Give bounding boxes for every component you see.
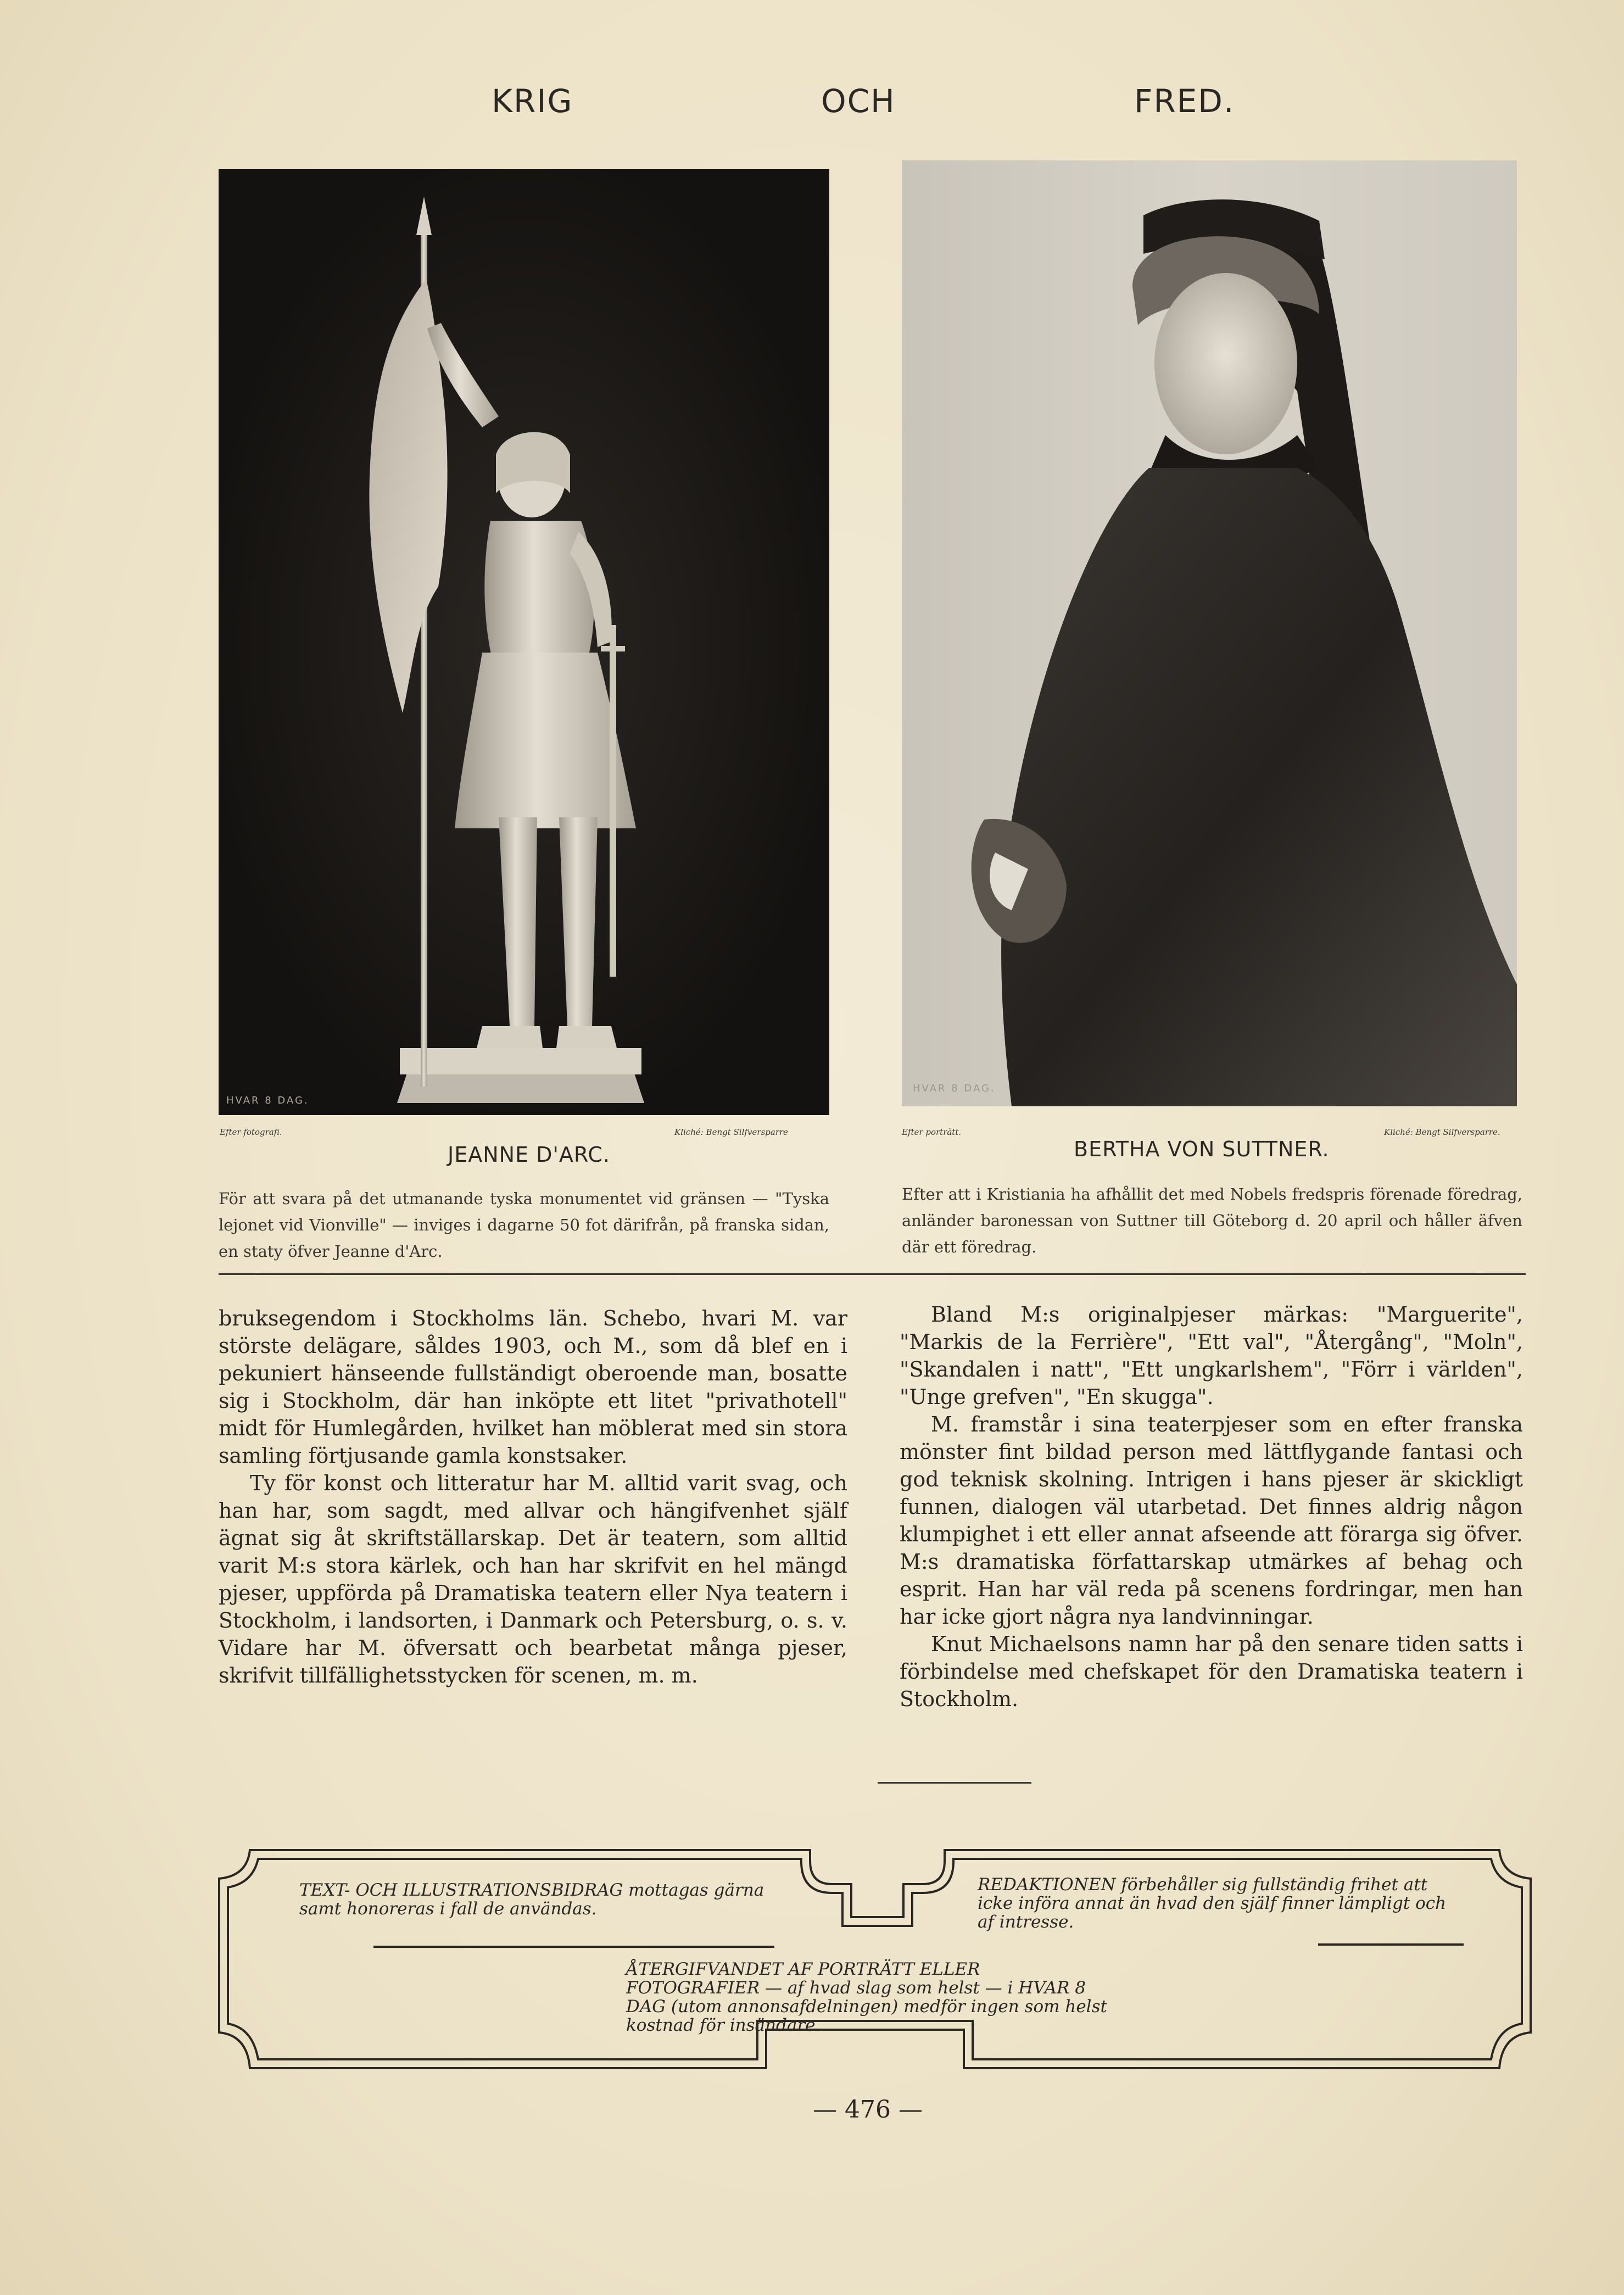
end-rule	[878, 1782, 1031, 1784]
right-caption-title: BERTHA VON SUTTNER.	[1074, 1137, 1330, 1161]
right-paragraph-2: M. framstår i sina teaterpjeser som en efter franska mönster fint bildad person med lättflygande fantasi och god teknisk skolning. Intrigen i hans pjeser är skickligt funnen, dialogen väl utarbetad. Det finnes aldrig någon klumpighet i ett eller annat afseende att förarga sig öfver. M:s dramatiska författarskap utmärkes af behag och esprit. Han har väl reda på scenens fordringar, men han har icke gjort några nya landvinningar.	[900, 1412, 1523, 1629]
left-photo-credit: Efter fotografi.	[220, 1127, 282, 1137]
header-krig: KRIG	[492, 82, 573, 120]
header-och: OCH	[821, 82, 896, 120]
right-paragraph-1: Bland M:s originalpjeser märkas: "Marguerite", "Markis de la Ferrière", "Ett val", "Återgång", "Moln", "Skandalen i natt", "Ett ungkarlshem", "Förr i världen", "Unge grefven", "En skugga".	[900, 1302, 1523, 1409]
section-divider	[219, 1273, 1526, 1275]
right-text-column	[900, 1301, 1523, 1713]
left-paragraph-2: Ty för konst och litteratur har M. alltid varit svag, och han har, som sagdt, med allvar och hängifvenhet själf ägnat sig åt skriftställarskap. Det är teatern, som alltid varit M:s stora kärlek, och han har skrifvit en hel mängd pjeser, uppförda på Dramatiska teatern eller Nya teatern i Stockholm, i landsorten, i Danmark och Petersburg, o. s. v. Vidare har M. öfversatt och bearbetat många pjeser, skrifvit tillfällighetsstycken för scenen, m. m.	[219, 1471, 847, 1687]
left-caption-text: För att svara på det utmanande tyska monumentet vid gränsen — "Tyska lejonet vid Vionville" — inviges i dagarne 50 fot därifrån, på franska sidan, en staty öfver Jeanne d'Arc.	[219, 1189, 829, 1261]
left-cliche-credit: Kliché: Bengt Silfversparre	[674, 1127, 788, 1137]
statue-illustration	[219, 169, 829, 1115]
right-paragraph-3: Knut Michaelsons namn har på den senare tiden satts i förbindelse med chefskapet för den Dramatiska teatern i Stockholm.	[900, 1632, 1523, 1711]
photo-watermark: HVAR 8 DAG.	[226, 1095, 309, 1106]
page-number: — 476 —	[813, 2096, 923, 2124]
page-header	[0, 82, 1624, 132]
bertha-von-suttner-portrait	[902, 160, 1517, 1106]
photo-watermark: HVAR 8 DAG.	[913, 1083, 996, 1094]
portrait-illustration	[902, 160, 1517, 1106]
left-paragraph-1: bruksegendom i Stockholms län. Schebo, hvari M. var störste delägare, såldes 1903, och M., som då blef en i pekuniert hänseende fullständigt oberoende man, bosatte sig i Stockholm, där han inköpte ett litet "privathotell" midt för Humlegården, hvilket han möblerat med sin stora samling förtjusande gamla konstsaker.	[219, 1306, 847, 1468]
header-fred: FRED.	[1134, 82, 1235, 120]
left-text-column	[219, 1305, 847, 1689]
right-cliche-credit: Kliché: Bengt Silfversparre.	[1384, 1127, 1500, 1137]
right-caption-text: Efter att i Kristiania ha afhållit det med Nobels fredspris förenade föredrag, anländer baronessan von Suttner till Göteborg d. 20 april och håller äfven där ett föredrag.	[902, 1185, 1522, 1256]
notice-contributions: TEXT- OCH ILLUSTRATIONSBIDRAG mottagas gärna samt honoreras i fall de användas.	[299, 1880, 764, 1919]
notice-reproduction: ÅTERGIFVANDET AF PORTRÄTT ELLER FOTOGRAFIER — af hvad slag som helst — i HVAR 8 DAG (utom annonsafdelningen) medför ingen som helst kostnad för insändare.	[626, 1959, 1107, 2035]
notice-editorial-rights: REDAKTIONEN förbehåller sig fullständig frihet att icke införa annat än hvad den själf finner lämpligt och af intresse.	[978, 1875, 1447, 1932]
left-caption-title: JEANNE D'ARC.	[448, 1143, 610, 1167]
right-photo-credit: Efter porträtt.	[902, 1127, 962, 1137]
jeanne-darc-statue-photo	[219, 169, 829, 1115]
